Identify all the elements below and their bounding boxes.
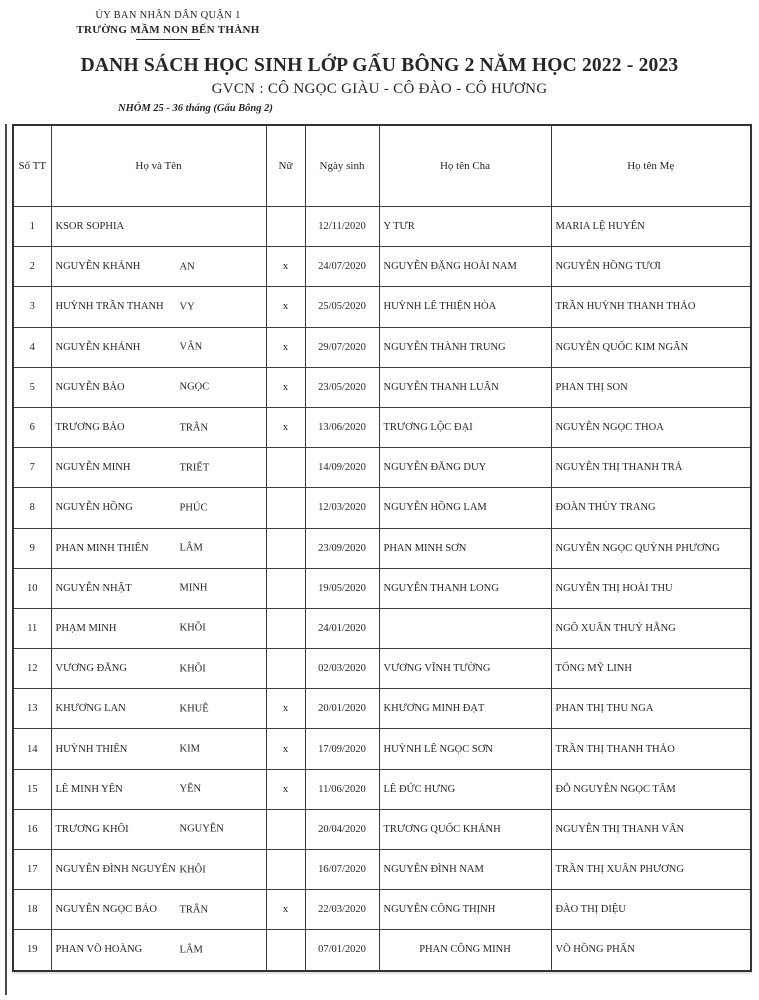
cell-father-name: PHAN MINH SƠN: [379, 528, 551, 568]
student-given-name: KHÔI: [179, 864, 206, 876]
student-given-name: AN: [179, 261, 195, 273]
cell-stt: 9: [13, 528, 51, 568]
org-name-school: TRƯỜNG MẦM NON BẾN THÀNH: [18, 24, 318, 40]
cell-father-name: TRƯƠNG LỘC ĐẠI: [379, 407, 551, 447]
cell-mother-name: TỐNG MỸ LINH: [551, 649, 751, 689]
col-header-stt: Số TT: [13, 125, 51, 207]
student-given-name: VÂN: [179, 341, 203, 353]
cell-birthdate: 19/05/2020: [305, 568, 379, 608]
cell-stt: 18: [13, 890, 51, 930]
cell-female-mark: [266, 568, 305, 608]
cell-name: [51, 488, 266, 528]
cell-stt: 14: [13, 729, 51, 769]
cell-father-name: PHAN CÔNG MINH: [379, 930, 551, 971]
cell-stt: 3: [13, 287, 51, 327]
cell-birthdate: 13/06/2020: [305, 407, 379, 447]
scan-edge-line: [5, 124, 7, 995]
cell-birthdate: 02/03/2020: [305, 649, 379, 689]
table-body: [13, 207, 751, 971]
cell-name: [51, 930, 266, 971]
cell-birthdate: 16/07/2020: [305, 850, 379, 890]
cell-female-mark: x: [266, 367, 305, 407]
cell-name: [51, 608, 266, 648]
student-given-name: KHUÊ: [179, 703, 209, 715]
cell-father-name: NGUYỄN ĐÌNH NAM: [379, 850, 551, 890]
table-row: [13, 890, 751, 930]
student-surname: TRƯƠNG BẢO: [55, 422, 125, 434]
table-header-row: [13, 125, 751, 207]
cell-name: [51, 247, 266, 287]
cell-female-mark: [266, 809, 305, 849]
table-row: [13, 488, 751, 528]
cell-mother-name: NGUYỄN QUỐC KIM NGÂN: [551, 327, 751, 367]
cell-stt: 19: [13, 930, 51, 971]
cell-birthdate: 12/03/2020: [305, 488, 379, 528]
cell-name: [51, 367, 266, 407]
table-row: [13, 207, 751, 247]
student-surname: NGUYỄN ĐÌNH NGUYÊN: [55, 864, 176, 876]
cell-female-mark: [266, 448, 305, 488]
student-given-name: YÊN: [179, 783, 202, 795]
table-row: [13, 528, 751, 568]
cell-birthdate: 23/05/2020: [305, 367, 379, 407]
student-given-name: TRÂN: [179, 904, 209, 916]
org-name-parent: ỦY BAN NHÂN DÂN QUẬN 1: [95, 10, 241, 21]
cell-birthdate: 22/03/2020: [305, 890, 379, 930]
cell-stt: 13: [13, 689, 51, 729]
cell-stt: 11: [13, 608, 51, 648]
student-given-name: PHÚC: [179, 502, 208, 514]
cell-birthdate: 14/09/2020: [305, 448, 379, 488]
cell-name: [51, 287, 266, 327]
cell-birthdate: 20/01/2020: [305, 689, 379, 729]
cell-name: [51, 649, 266, 689]
cell-birthdate: 23/09/2020: [305, 528, 379, 568]
table-header: [13, 125, 751, 207]
table-row: [13, 327, 751, 367]
cell-mother-name: TRẦN THỊ THANH THẢO: [551, 729, 751, 769]
table-row: [13, 407, 751, 447]
cell-stt: 8: [13, 488, 51, 528]
cell-female-mark: [266, 207, 305, 247]
student-surname: NGUYỄN MINH: [55, 462, 131, 474]
table-row: [13, 689, 751, 729]
cell-stt: 16: [13, 809, 51, 849]
cell-mother-name: MARIA LỆ HUYÊN: [551, 207, 751, 247]
cell-name: [51, 850, 266, 890]
cell-female-mark: [266, 608, 305, 648]
student-surname: PHẠM MINH: [55, 622, 117, 634]
cell-name: [51, 568, 266, 608]
table-row: [13, 769, 751, 809]
cell-mother-name: NGUYỄN NGỌC THOA: [551, 407, 751, 447]
student-surname: KHƯƠNG LAN: [55, 703, 126, 715]
student-surname: NGUYỄN NGỌC BẢO: [55, 904, 157, 916]
student-given-name: KHÔI: [179, 622, 206, 634]
cell-name: [51, 769, 266, 809]
cell-father-name: NGUYỄN CÔNG THỊNH: [379, 890, 551, 930]
table-row: [13, 568, 751, 608]
teachers-subtitle: GVCN : CÔ NGỌC GIÀU - CÔ ĐÀO - CÔ HƯƠNG: [211, 81, 548, 97]
cell-birthdate: 29/07/2020: [305, 327, 379, 367]
cell-father-name: [379, 608, 551, 648]
cell-birthdate: 24/07/2020: [305, 247, 379, 287]
student-given-name: LÂM: [179, 944, 203, 956]
cell-female-mark: [266, 528, 305, 568]
cell-father-name: HUỲNH LÊ NGỌC SƠN: [379, 729, 551, 769]
student-surname: LÊ MINH YÊN: [55, 783, 123, 795]
cell-stt: 5: [13, 367, 51, 407]
table-row: [13, 649, 751, 689]
cell-birthdate: 17/09/2020: [305, 729, 379, 769]
cell-female-mark: x: [266, 689, 305, 729]
cell-father-name: NGUYỄN ĐẶNG HOÀI NAM: [379, 247, 551, 287]
cell-name: [51, 528, 266, 568]
student-surname: NGUYỄN KHÁNH: [55, 341, 141, 353]
cell-female-mark: x: [266, 327, 305, 367]
organization-header: [18, 9, 318, 40]
cell-female-mark: [266, 488, 305, 528]
student-roster-table: [12, 124, 752, 972]
cell-birthdate: 24/01/2020: [305, 608, 379, 648]
student-given-name: KIM: [179, 743, 200, 755]
cell-female-mark: x: [266, 287, 305, 327]
cell-father-name: NGUYỄN THANH LONG: [379, 568, 551, 608]
student-given-name: LÂM: [179, 542, 203, 554]
cell-father-name: NGUYỄN THANH LUÂN: [379, 367, 551, 407]
cell-mother-name: NGUYỄN THỊ HOÀI THU: [551, 568, 751, 608]
table-row: [13, 287, 751, 327]
cell-female-mark: x: [266, 247, 305, 287]
cell-mother-name: NGÔ XUÂN THUÝ HẰNG: [551, 608, 751, 648]
cell-stt: 10: [13, 568, 51, 608]
cell-father-name: NGUYỄN HỒNG LAM: [379, 488, 551, 528]
student-surname: HUỲNH TRẦN THANH: [55, 301, 164, 313]
cell-female-mark: x: [266, 407, 305, 447]
cell-father-name: Y TƯR: [379, 207, 551, 247]
cell-father-name: NGUYỄN THÀNH TRUNG: [379, 327, 551, 367]
cell-female-mark: x: [266, 729, 305, 769]
cell-name: [51, 809, 266, 849]
cell-birthdate: 25/05/2020: [305, 287, 379, 327]
student-given-name: NGUYÊN: [179, 823, 224, 835]
table-row: [13, 930, 751, 971]
cell-stt: 1: [13, 207, 51, 247]
cell-mother-name: PHAN THỊ SON: [551, 367, 751, 407]
student-surname: PHAN MINH THIÊN: [55, 542, 149, 554]
cell-mother-name: ĐỖ NGUYỄN NGỌC TÂM: [551, 769, 751, 809]
cell-birthdate: 20/04/2020: [305, 809, 379, 849]
student-given-name: KHÔI: [179, 663, 206, 675]
cell-stt: 2: [13, 247, 51, 287]
cell-birthdate: 07/01/2020: [305, 930, 379, 971]
cell-female-mark: x: [266, 769, 305, 809]
col-header-father: Họ tên Cha: [379, 125, 551, 207]
cell-birthdate: 11/06/2020: [305, 769, 379, 809]
cell-mother-name: TRẦN THỊ XUÂN PHƯƠNG: [551, 850, 751, 890]
table-row: [13, 850, 751, 890]
cell-female-mark: [266, 930, 305, 971]
cell-name: [51, 448, 266, 488]
student-surname: KSOR SOPHIA: [55, 221, 125, 233]
cell-mother-name: PHAN THỊ THU NGA: [551, 689, 751, 729]
student-surname: NGUYỄN BẢO: [55, 381, 125, 393]
cell-father-name: VƯƠNG VĨNH TƯỜNG: [379, 649, 551, 689]
cell-father-name: LÊ ĐỨC HƯNG: [379, 769, 551, 809]
student-given-name: NGỌC: [179, 381, 210, 393]
cell-father-name: HUỲNH LÊ THIỆN HÒA: [379, 287, 551, 327]
student-surname: NGUYỄN KHÁNH: [55, 261, 141, 273]
student-given-name: TRÂN: [179, 422, 209, 434]
cell-stt: 7: [13, 448, 51, 488]
cell-birthdate: 12/11/2020: [305, 207, 379, 247]
page-title: DANH SÁCH HỌC SINH LỚP GẤU BÔNG 2 NĂM HỌC 2022 - 2023: [80, 55, 679, 76]
col-header-mother: Họ tên Mẹ: [551, 125, 751, 207]
table-row: [13, 809, 751, 849]
cell-mother-name: NGUYỄN THỊ THANH VÂN: [551, 809, 751, 849]
student-given-name: VY: [179, 301, 195, 313]
col-header-female: Nữ: [266, 125, 305, 207]
cell-mother-name: TRẦN HUỲNH THANH THẢO: [551, 287, 751, 327]
student-surname: HUỲNH THIÊN: [55, 743, 128, 755]
cell-stt: 6: [13, 407, 51, 447]
cell-name: [51, 890, 266, 930]
cell-stt: 15: [13, 769, 51, 809]
student-given-name: TRIẾT: [179, 462, 210, 474]
cell-mother-name: ĐOÀN THÙY TRANG: [551, 488, 751, 528]
cell-female-mark: [266, 850, 305, 890]
table-row: [13, 448, 751, 488]
cell-stt: 4: [13, 327, 51, 367]
cell-mother-name: NGUYỄN NGỌC QUỲNH PHƯƠNG: [551, 528, 751, 568]
cell-mother-name: ĐÀO THỊ DIỆU: [551, 890, 751, 930]
cell-mother-name: NGUYỄN HỒNG TƯƠI: [551, 247, 751, 287]
table-row: [13, 729, 751, 769]
cell-father-name: TRƯƠNG QUỐC KHÁNH: [379, 809, 551, 849]
cell-father-name: NGUYỄN ĐĂNG DUY: [379, 448, 551, 488]
cell-mother-name: NGUYỄN THỊ THANH TRẢ: [551, 448, 751, 488]
cell-name: [51, 407, 266, 447]
cell-female-mark: x: [266, 890, 305, 930]
student-surname: PHAN VÕ HOÀNG: [55, 944, 143, 956]
student-surname: TRƯƠNG KHÔI: [55, 823, 129, 835]
cell-father-name: KHƯƠNG MINH ĐẠT: [379, 689, 551, 729]
cell-mother-name: VÕ HỒNG PHẤN: [551, 930, 751, 971]
age-group-label: NHÓM 25 - 36 tháng (Gấu Bông 2): [118, 103, 273, 114]
col-header-name: Họ và Tên: [51, 125, 266, 207]
table-row: [13, 367, 751, 407]
student-surname: NGUYỄN HỒNG: [55, 502, 133, 514]
table-row: [13, 608, 751, 648]
cell-name: [51, 327, 266, 367]
col-header-dob: Ngày sinh: [305, 125, 379, 207]
cell-stt: 12: [13, 649, 51, 689]
cell-female-mark: [266, 649, 305, 689]
cell-name: [51, 207, 266, 247]
student-surname: VƯƠNG ĐĂNG: [55, 663, 127, 675]
student-surname: NGUYỄN NHẬT: [55, 582, 132, 594]
student-given-name: MINH: [179, 582, 208, 594]
table-row: [13, 247, 751, 287]
cell-name: [51, 689, 266, 729]
cell-name: [51, 729, 266, 769]
cell-stt: 17: [13, 850, 51, 890]
